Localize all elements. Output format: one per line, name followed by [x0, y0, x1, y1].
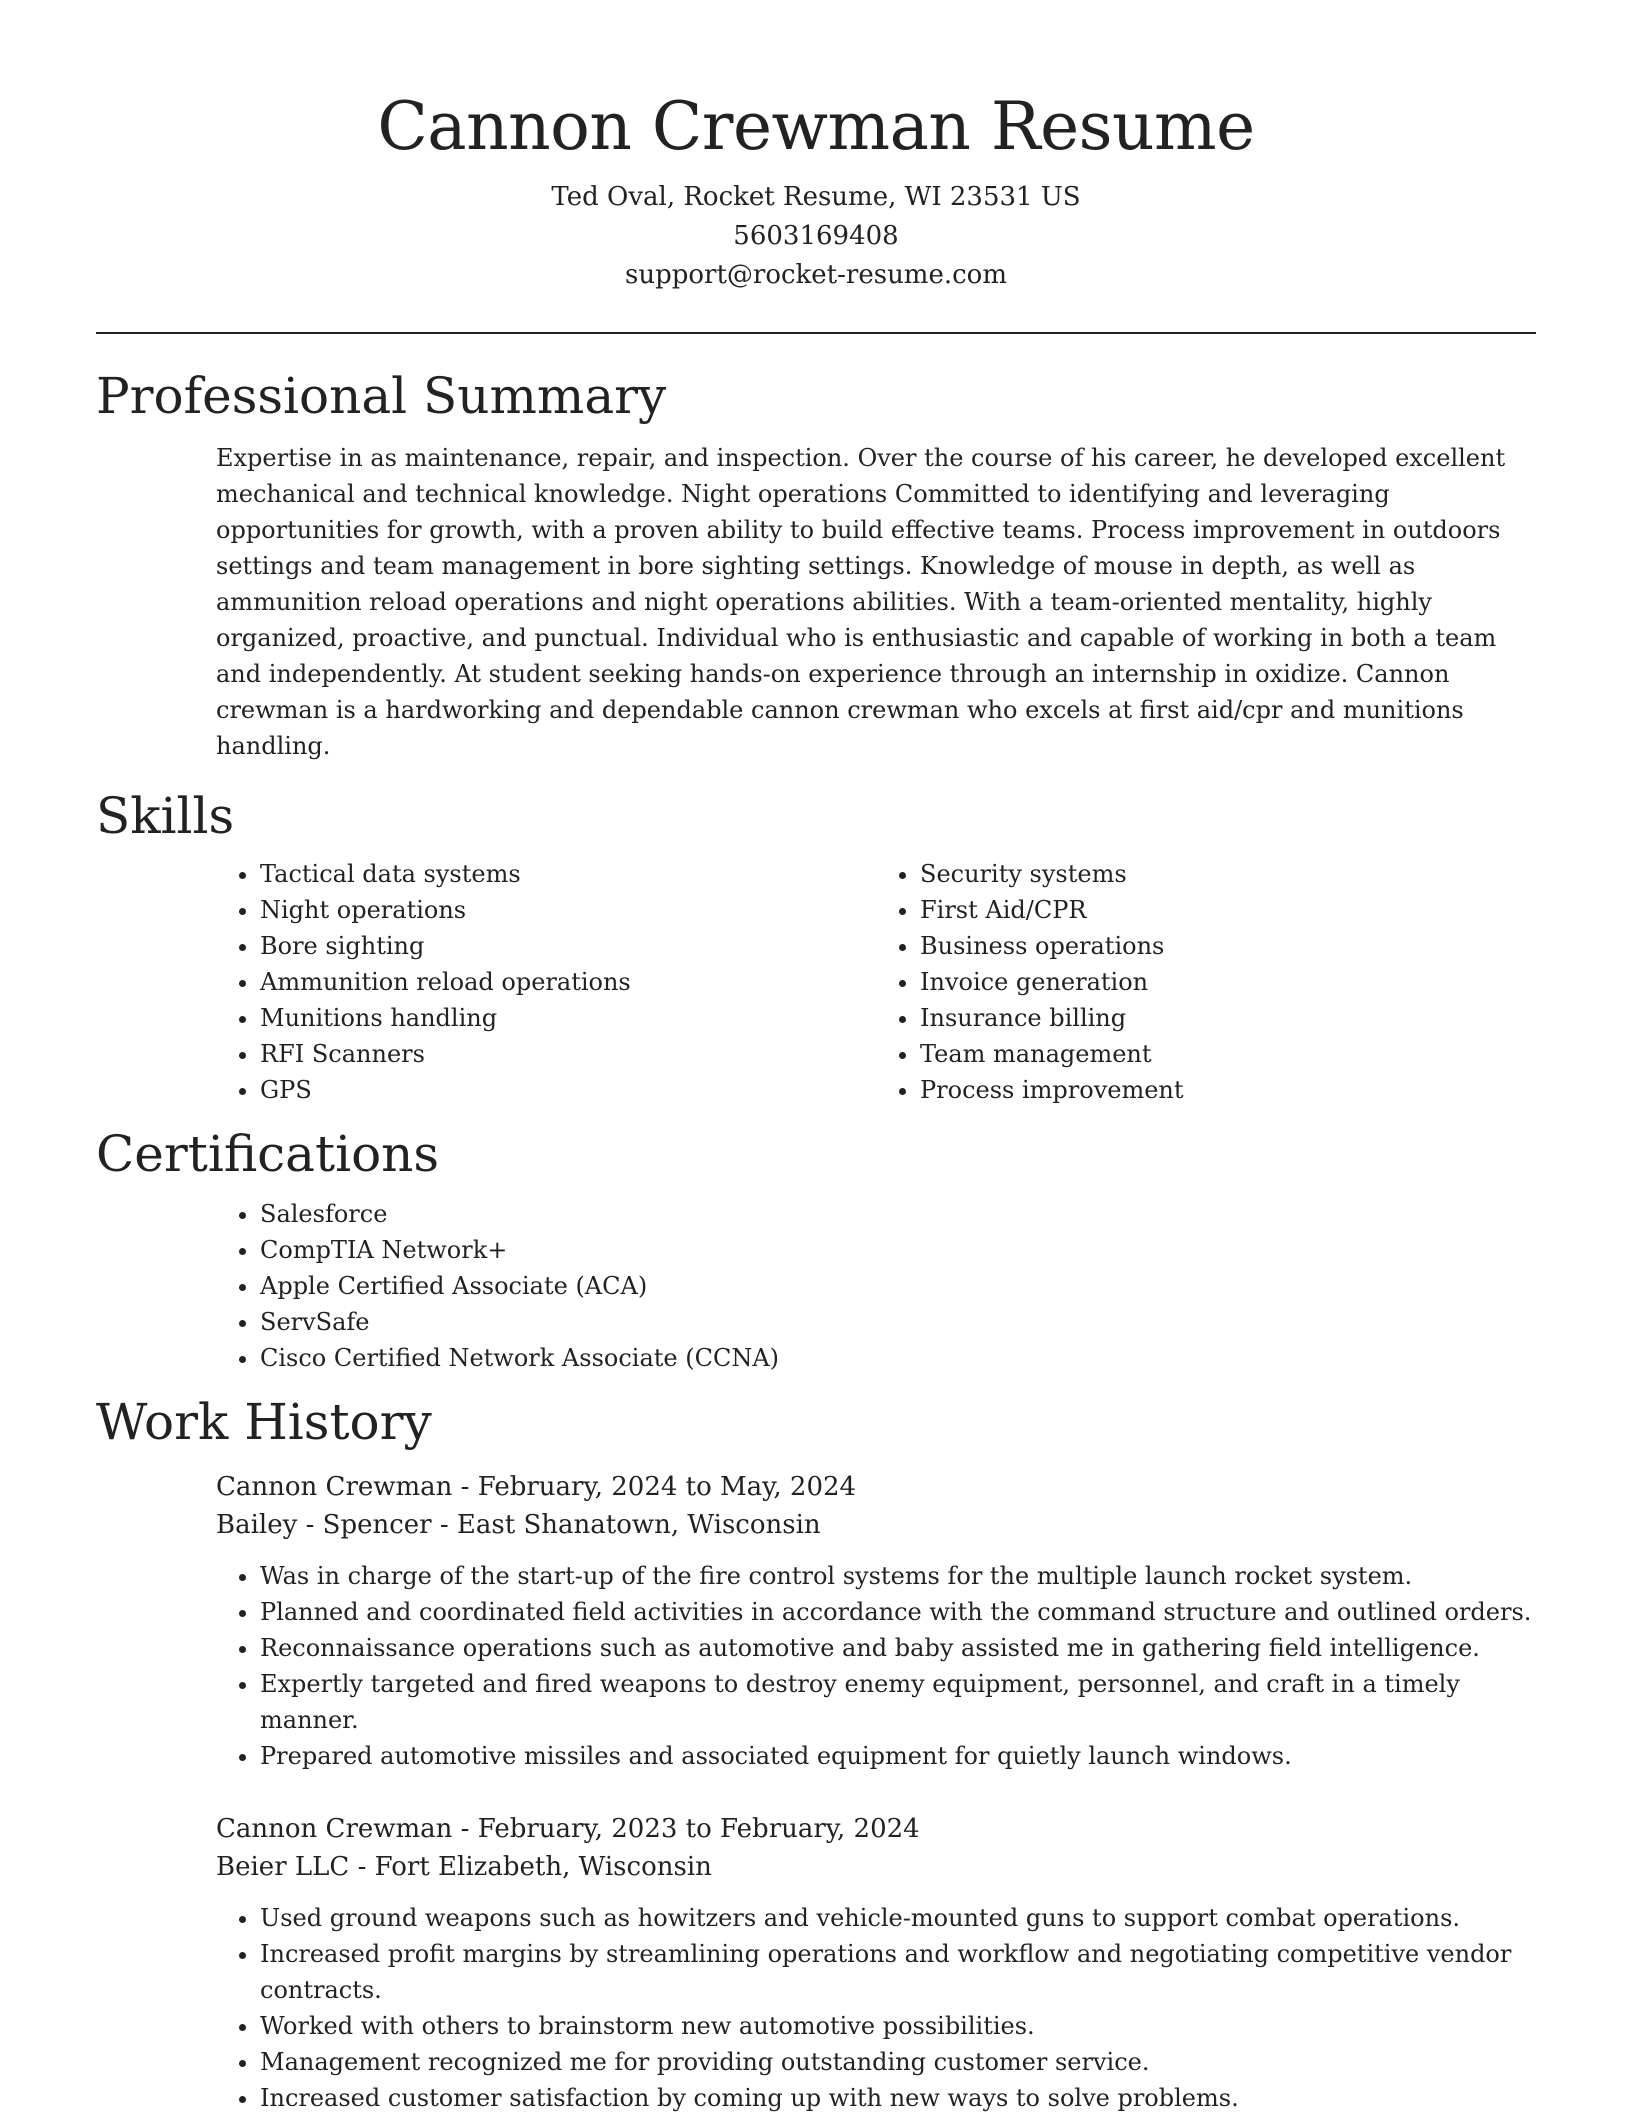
- certifications-list: [216, 1196, 1536, 1376]
- job-title-line: Cannon Crewman - February, 2023 to February, 2024: [216, 1814, 920, 1844]
- professional-summary-section: [96, 364, 1536, 764]
- certification-item: • ServSafe: [260, 1304, 1536, 1340]
- job-bullet: • Increased profit margins by streamlining operations and workflow and negotiating competitive vendor contracts.: [260, 1936, 1536, 2008]
- contact-block: [96, 178, 1536, 295]
- skill-item: • Ammunition reload operations: [260, 964, 876, 1000]
- job-bullet: • Was in charge of the start-up of the fire control systems for the multiple launch rocket system.: [260, 1558, 1536, 1594]
- contact-email: support@rocket-resume.com: [624, 260, 1007, 290]
- job-bullet: • Prepared automotive missiles and associated equipment for quietly launch windows.: [260, 1738, 1536, 1774]
- job-bullet: • Expertly targeted and fired weapons to destroy enemy equipment, personnel, and craft in a timely manner.: [260, 1666, 1536, 1738]
- certification-item: • Apple Certified Associate (ACA): [260, 1268, 1536, 1304]
- job-bullet: • Planned and coordinated field activities in accordance with the command structure and outlined orders.: [260, 1594, 1536, 1630]
- job-entry: [216, 1468, 1536, 1774]
- skills-list-left: [216, 856, 876, 1108]
- summary-text: Expertise in as maintenance, repair, and inspection. Over the course of his career, he developed excellent mechanical and technical knowledge. Night operations Committed to identifying and leveraging opportunities for growth, with a proven ability to build effective teams. Process improvement in outdoors settings and team management in bore sighting settings. Knowledge of mouse in depth, as well as ammunition reload operations and night operations abilities. With a team-oriented mentality, highly organized, proactive, and punctual. Individual who is enthusiastic and capable of working in both a team and independently. At student seeking hands-on experience through an internship in oxidize. Cannon crewman is a hardworking and dependable cannon crewman who excels at first aid/cpr and munitions handling.: [216, 444, 1506, 760]
- skills-heading: Skills: [96, 787, 235, 845]
- skill-item: • Munitions handling: [260, 1000, 876, 1036]
- job-bullet: • Management recognized me for providing outstanding customer service.: [260, 2044, 1536, 2080]
- skill-item: • GPS: [260, 1072, 876, 1108]
- skill-item: • Night operations: [260, 892, 876, 928]
- job-bullet: • Used ground weapons such as howitzers and vehicle-mounted guns to support combat operations.: [260, 1900, 1536, 1936]
- job-bullets: [216, 1558, 1536, 1774]
- job-company-line: Bailey - Spencer - East Shanatown, Wisconsin: [216, 1510, 821, 1540]
- skill-item: • Security systems: [920, 856, 1536, 892]
- certification-item: • CompTIA Network+: [260, 1232, 1536, 1268]
- job-bullet: • Increased customer satisfaction by coming up with new ways to solve problems.: [260, 2080, 1536, 2116]
- skill-item: • Tactical data systems: [260, 856, 876, 892]
- skills-section: [96, 784, 1536, 1108]
- skill-item: • Process improvement: [920, 1072, 1536, 1108]
- job-bullet: • Worked with others to brainstorm new automotive possibilities.: [260, 2008, 1536, 2044]
- skill-item: • First Aid/CPR: [920, 892, 1536, 928]
- skill-item: • Business operations: [920, 928, 1536, 964]
- header-divider: [96, 332, 1536, 334]
- job-bullet: • Reconnaissance operations such as automotive and baby assisted me in gathering field intelligence.: [260, 1630, 1536, 1666]
- certifications-section: [96, 1122, 1536, 1376]
- summary-heading: Professional Summary: [96, 367, 667, 425]
- job-entry: [216, 1810, 1536, 2116]
- skills-list-right: [876, 856, 1536, 1108]
- skills-columns: [216, 856, 1536, 1108]
- resume-title: Cannon Crewman Resume: [377, 88, 1255, 165]
- skill-item: • Bore sighting: [260, 928, 876, 964]
- skill-item: • Team management: [920, 1036, 1536, 1072]
- certification-item: • Salesforce: [260, 1196, 1536, 1232]
- certification-item: • Cisco Certified Network Associate (CCNA): [260, 1340, 1536, 1376]
- skill-item: • RFI Scanners: [260, 1036, 876, 1072]
- work-history-section: [96, 1390, 1536, 2116]
- contact-address: Ted Oval, Rocket Resume, WI 23531 US: [551, 182, 1081, 212]
- job-bullets: [216, 1900, 1536, 2116]
- job-title-line: Cannon Crewman - February, 2024 to May, 2024: [216, 1472, 857, 1502]
- job-company-line: Beier LLC - Fort Elizabeth, Wisconsin: [216, 1852, 712, 1882]
- skill-item: • Insurance billing: [920, 1000, 1536, 1036]
- work-history-heading: Work History: [96, 1393, 432, 1451]
- skill-item: • Invoice generation: [920, 964, 1536, 1000]
- contact-phone: 5603169408: [733, 221, 899, 251]
- certifications-heading: Certifications: [96, 1125, 440, 1183]
